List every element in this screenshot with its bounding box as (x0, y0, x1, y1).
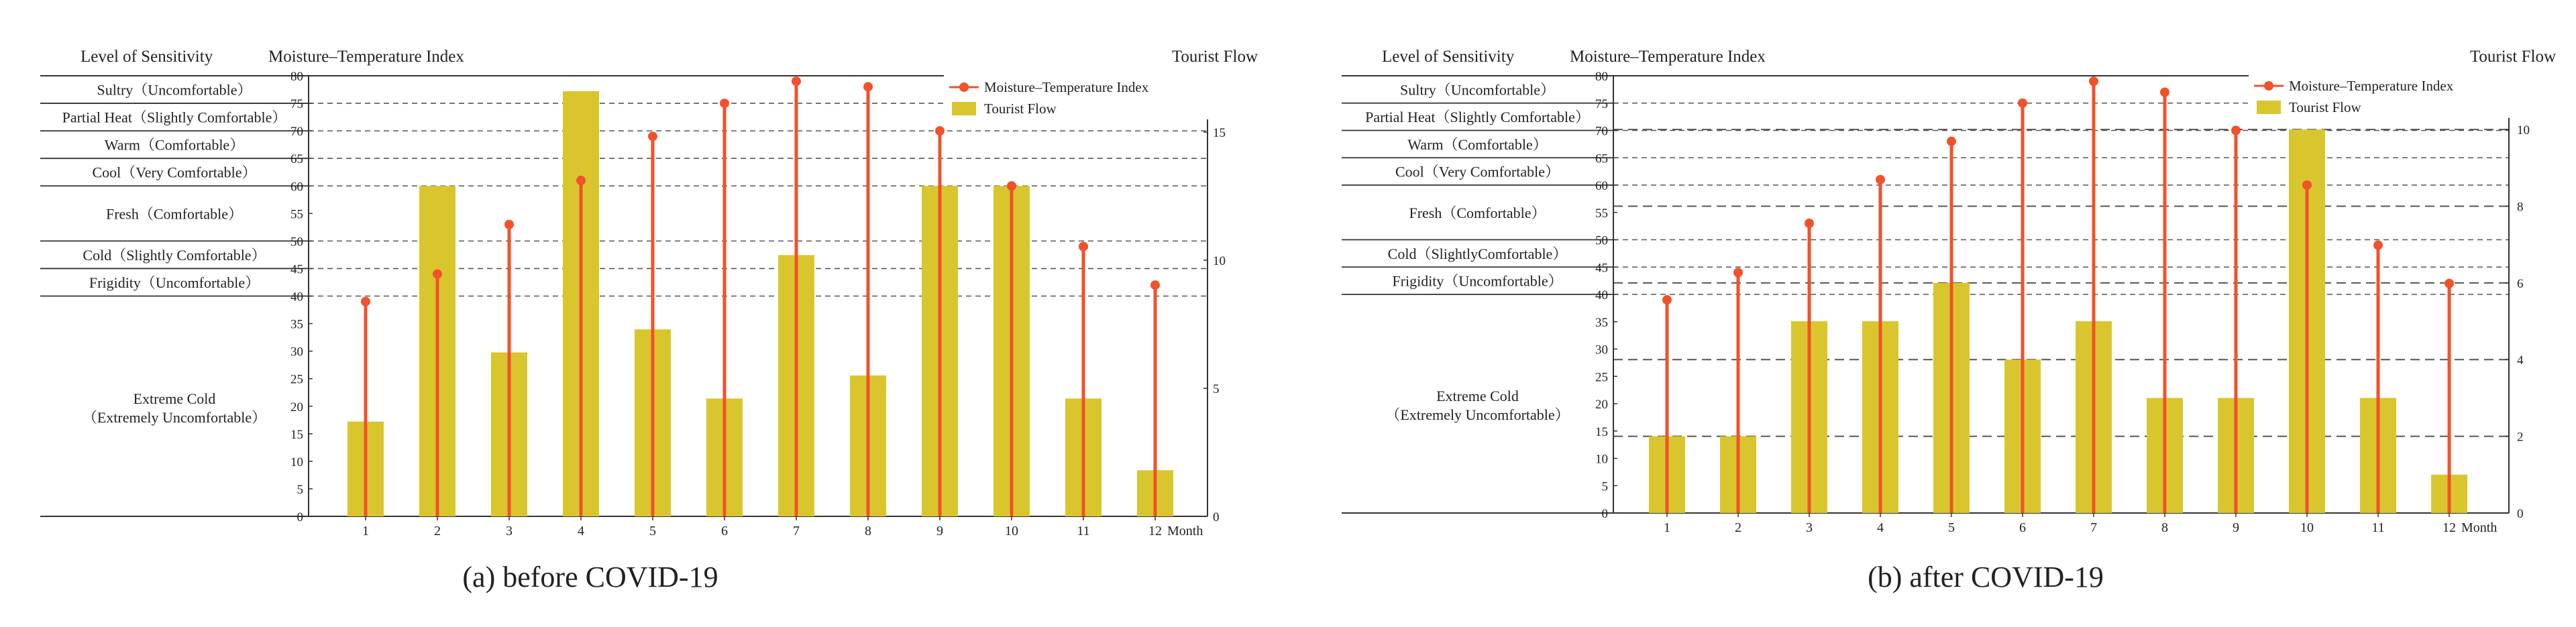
right-tick-label: 10 (1213, 254, 1226, 269)
left-tick-label: 75 (1595, 97, 1608, 111)
right-tick-label: 10 (2517, 123, 2530, 138)
index-point (2302, 180, 2312, 190)
index-point (1733, 268, 1743, 277)
left-tick-label: 70 (290, 125, 303, 139)
panel-before-covid (40, 48, 1258, 593)
right-tick-label: 0 (1213, 510, 1220, 524)
index-point (1947, 137, 1956, 146)
sensitivity-label: Warm（Comfortable） (104, 136, 245, 154)
header-tourist-flow: Tourist Flow (2469, 48, 2556, 66)
left-tick-label: 55 (1595, 206, 1608, 221)
left-tick-label: 40 (1595, 288, 1608, 302)
x-tick-label: 11 (2371, 520, 2385, 535)
sensitivity-label: Frigidity（Uncomfortable） (1392, 272, 1563, 290)
left-tick-label: 5 (1601, 479, 1608, 494)
index-point (2445, 279, 2454, 288)
index-point (2231, 126, 2241, 135)
x-tick-label: 1 (362, 524, 369, 538)
right-tick-label: 4 (2517, 353, 2524, 368)
x-tick-label: 6 (2019, 520, 2026, 535)
panel-after-covid (1342, 48, 2556, 593)
index-point (935, 126, 945, 135)
x-tick-label: 10 (1005, 524, 1018, 538)
index-point (361, 297, 370, 306)
x-tick-label: 3 (506, 524, 513, 538)
header-sensitivity: Level of Sensitivity (1382, 48, 1515, 66)
left-tick-label: 50 (290, 235, 303, 249)
left-tick-label: 45 (290, 262, 303, 277)
x-tick-label: 6 (721, 524, 728, 538)
left-tick-label: 5 (297, 482, 303, 497)
left-tick-label: 20 (290, 400, 303, 414)
legend-bar-label: Tourist Flow (2289, 99, 2361, 115)
index-point (1805, 219, 1814, 228)
index-point (1007, 181, 1016, 190)
left-tick-label: 65 (290, 152, 303, 167)
sensitivity-label: Partial Heat（Slightly Comfortable） (62, 109, 287, 126)
left-tick-label: 75 (290, 97, 303, 112)
left-tick-label: 35 (290, 317, 303, 332)
sensitivity-label: Cool（Very Comfortable） (1395, 163, 1560, 180)
right-tick-label: 5 (1213, 382, 1220, 397)
x-tick-label: 12 (1148, 524, 1162, 538)
left-tick-label: 30 (290, 345, 303, 359)
sensitivity-label: Fresh（Comfortable） (1409, 204, 1546, 221)
index-point (1876, 175, 1885, 184)
right-tick-label: 8 (2517, 200, 2524, 215)
legend-bar-swatch (2257, 101, 2281, 114)
index-point (2373, 241, 2383, 250)
sensitivity-label: Cold（Slightly Comfortable） (83, 246, 266, 264)
index-point (1150, 280, 1160, 290)
index-point (720, 99, 729, 108)
legend-line-label: Moisture–Temperature Index (984, 79, 1149, 95)
x-tick-label: 1 (1664, 520, 1670, 535)
left-tick-label: 25 (290, 372, 303, 387)
sensitivity-label: Sultry（Uncomfortable） (1400, 81, 1555, 99)
x-tick-label: 2 (434, 524, 441, 538)
left-tick-label: 70 (1595, 124, 1608, 139)
header-sensitivity: Level of Sensitivity (80, 48, 213, 66)
left-tick-label: 15 (1595, 424, 1608, 439)
left-tick-label: 0 (297, 510, 303, 524)
left-tick-label: 45 (1595, 261, 1608, 276)
left-tick-label: 0 (1601, 507, 1608, 521)
index-point (2089, 76, 2098, 86)
index-point (2160, 87, 2169, 97)
panel-caption: (b) after COVID-19 (1868, 561, 2104, 593)
left-tick-label: 65 (1595, 152, 1608, 166)
sensitivity-label: Frigidity（Uncomfortable） (89, 274, 260, 291)
header-index: Moisture–Temperature Index (1570, 48, 1766, 66)
x-tick-label: 5 (1948, 520, 1955, 535)
sensitivity-label: Partial Heat（Slightly Comfortable） (1365, 109, 1590, 126)
index-point (1079, 242, 1088, 251)
left-tick-label: 40 (290, 290, 303, 304)
index-point (576, 176, 586, 185)
left-tick-label: 30 (1595, 343, 1608, 357)
x-tick-label: 2 (1735, 520, 1741, 535)
left-tick-label: 10 (290, 455, 303, 469)
x-axis-unit: Month (2461, 520, 2498, 535)
sensitivity-label: Extreme Cold (133, 390, 216, 407)
x-tick-label: 7 (2090, 520, 2097, 535)
left-tick-label: 10 (1595, 452, 1608, 467)
index-point (1662, 295, 1672, 304)
x-tick-label: 7 (793, 524, 800, 538)
left-tick-label: 60 (290, 180, 303, 194)
legend-line-marker (959, 82, 969, 92)
x-tick-label: 8 (865, 524, 871, 538)
x-tick-label: 5 (649, 524, 656, 538)
index-point (433, 270, 442, 279)
x-tick-label: 9 (936, 524, 943, 538)
sensitivity-label: Sultry（Uncomfortable） (97, 81, 252, 99)
index-point (863, 82, 873, 91)
right-tick-label: 15 (1213, 126, 1226, 141)
sensitivity-label: Warm（Comfortable） (1407, 135, 1548, 153)
x-tick-label: 4 (1877, 520, 1884, 535)
sensitivity-label: Extreme Cold (1436, 388, 1519, 404)
left-tick-label: 80 (1595, 70, 1608, 84)
sensitivity-label: （Extremely Uncomfortable） (82, 408, 267, 426)
left-tick-label: 80 (290, 70, 303, 84)
left-tick-label: 20 (1595, 398, 1608, 412)
legend-line-marker (2264, 81, 2273, 91)
right-tick-label: 6 (2517, 276, 2524, 291)
right-tick-label: 0 (2517, 507, 2524, 521)
panel-caption: (a) before COVID-19 (462, 561, 718, 593)
legend-line-label: Moisture–Temperature Index (2289, 78, 2454, 94)
index-point (792, 76, 801, 86)
x-tick-label: 10 (2300, 520, 2314, 535)
left-tick-label: 60 (1595, 179, 1608, 193)
index-point (648, 131, 657, 141)
left-tick-label: 50 (1595, 233, 1608, 248)
index-point (2018, 99, 2027, 108)
header-tourist-flow: Tourist Flow (1171, 48, 1258, 66)
left-tick-label: 15 (290, 427, 303, 442)
legend-bar-label: Tourist Flow (984, 101, 1057, 117)
x-tick-label: 12 (2443, 520, 2456, 535)
sensitivity-label: Fresh（Comfortable） (105, 205, 244, 223)
left-tick-label: 55 (290, 207, 303, 222)
sensitivity-label: Cold（SlightlyComfortable） (1387, 245, 1568, 262)
sensitivity-label: （Extremely Uncomfortable） (1385, 406, 1570, 423)
x-tick-label: 11 (1077, 524, 1090, 538)
x-tick-label: 4 (578, 524, 584, 538)
left-tick-label: 25 (1595, 370, 1608, 385)
x-axis-unit: Month (1167, 524, 1203, 538)
right-tick-label: 2 (2517, 430, 2524, 445)
index-point (504, 220, 514, 229)
x-tick-label: 9 (2233, 520, 2239, 535)
legend-bar-swatch (952, 102, 976, 115)
x-tick-label: 8 (2161, 520, 2168, 535)
x-tick-label: 3 (1806, 520, 1813, 535)
header-index: Moisture–Temperature Index (268, 48, 464, 66)
left-tick-label: 35 (1595, 315, 1608, 330)
sensitivity-label: Cool（Very Comfortable） (92, 164, 257, 181)
